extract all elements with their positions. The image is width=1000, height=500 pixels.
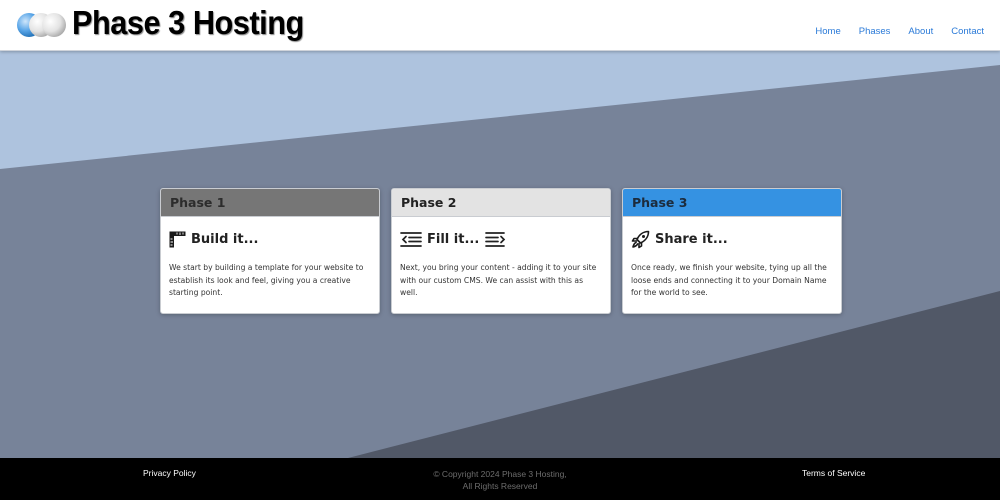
phase-2-card: [391, 188, 611, 314]
nav-contact[interactable]: Contact: [951, 26, 984, 37]
main-nav: [815, 26, 984, 37]
card-title: [400, 227, 610, 251]
nav-home[interactable]: Home: [815, 26, 841, 37]
card-header: Phase 3: [623, 189, 841, 217]
text-indent-icon: [485, 231, 507, 248]
ruler-icon: [169, 231, 186, 248]
nav-about[interactable]: About: [908, 26, 934, 37]
card-header: Phase 2: [392, 189, 610, 217]
rocket-icon: [631, 230, 650, 249]
card-title: [169, 227, 379, 251]
phase-3-card: [622, 188, 842, 314]
phase-1-card: [160, 188, 380, 314]
copyright-line: © Copyright 2024 Phase 3 Hosting,: [433, 469, 567, 479]
card-title-text: Build it...: [191, 231, 259, 247]
card-body: Next, you bring your content - adding it to your site with our custom CMS. We can assist with this as well.: [400, 263, 597, 297]
terms-of-service-link[interactable]: Terms of Service: [802, 468, 866, 478]
card-header: Phase 1: [161, 189, 379, 217]
card-body: We start by building a template for your website to establish its look and feel, giving you a creative starting point.: [169, 263, 364, 297]
nav-phases[interactable]: Phases: [858, 26, 891, 37]
site-header: [0, 0, 1000, 51]
card-body: Once ready, we finish your website, tying up all the loose ends and connecting it to your Domain Name for the world to see.: [631, 263, 827, 297]
privacy-policy-link[interactable]: Privacy Policy: [143, 468, 196, 478]
logo-icon: [16, 10, 68, 40]
outdent-icon: [400, 231, 422, 248]
card-title-text: Share it...: [655, 231, 728, 247]
card-title-text: Fill it...: [427, 231, 480, 247]
site-footer: [0, 458, 1000, 500]
site-logo-text[interactable]: Phase 3 Hosting: [72, 4, 304, 41]
card-title: [631, 227, 841, 251]
rights-line: All Rights Reserved: [462, 481, 538, 491]
